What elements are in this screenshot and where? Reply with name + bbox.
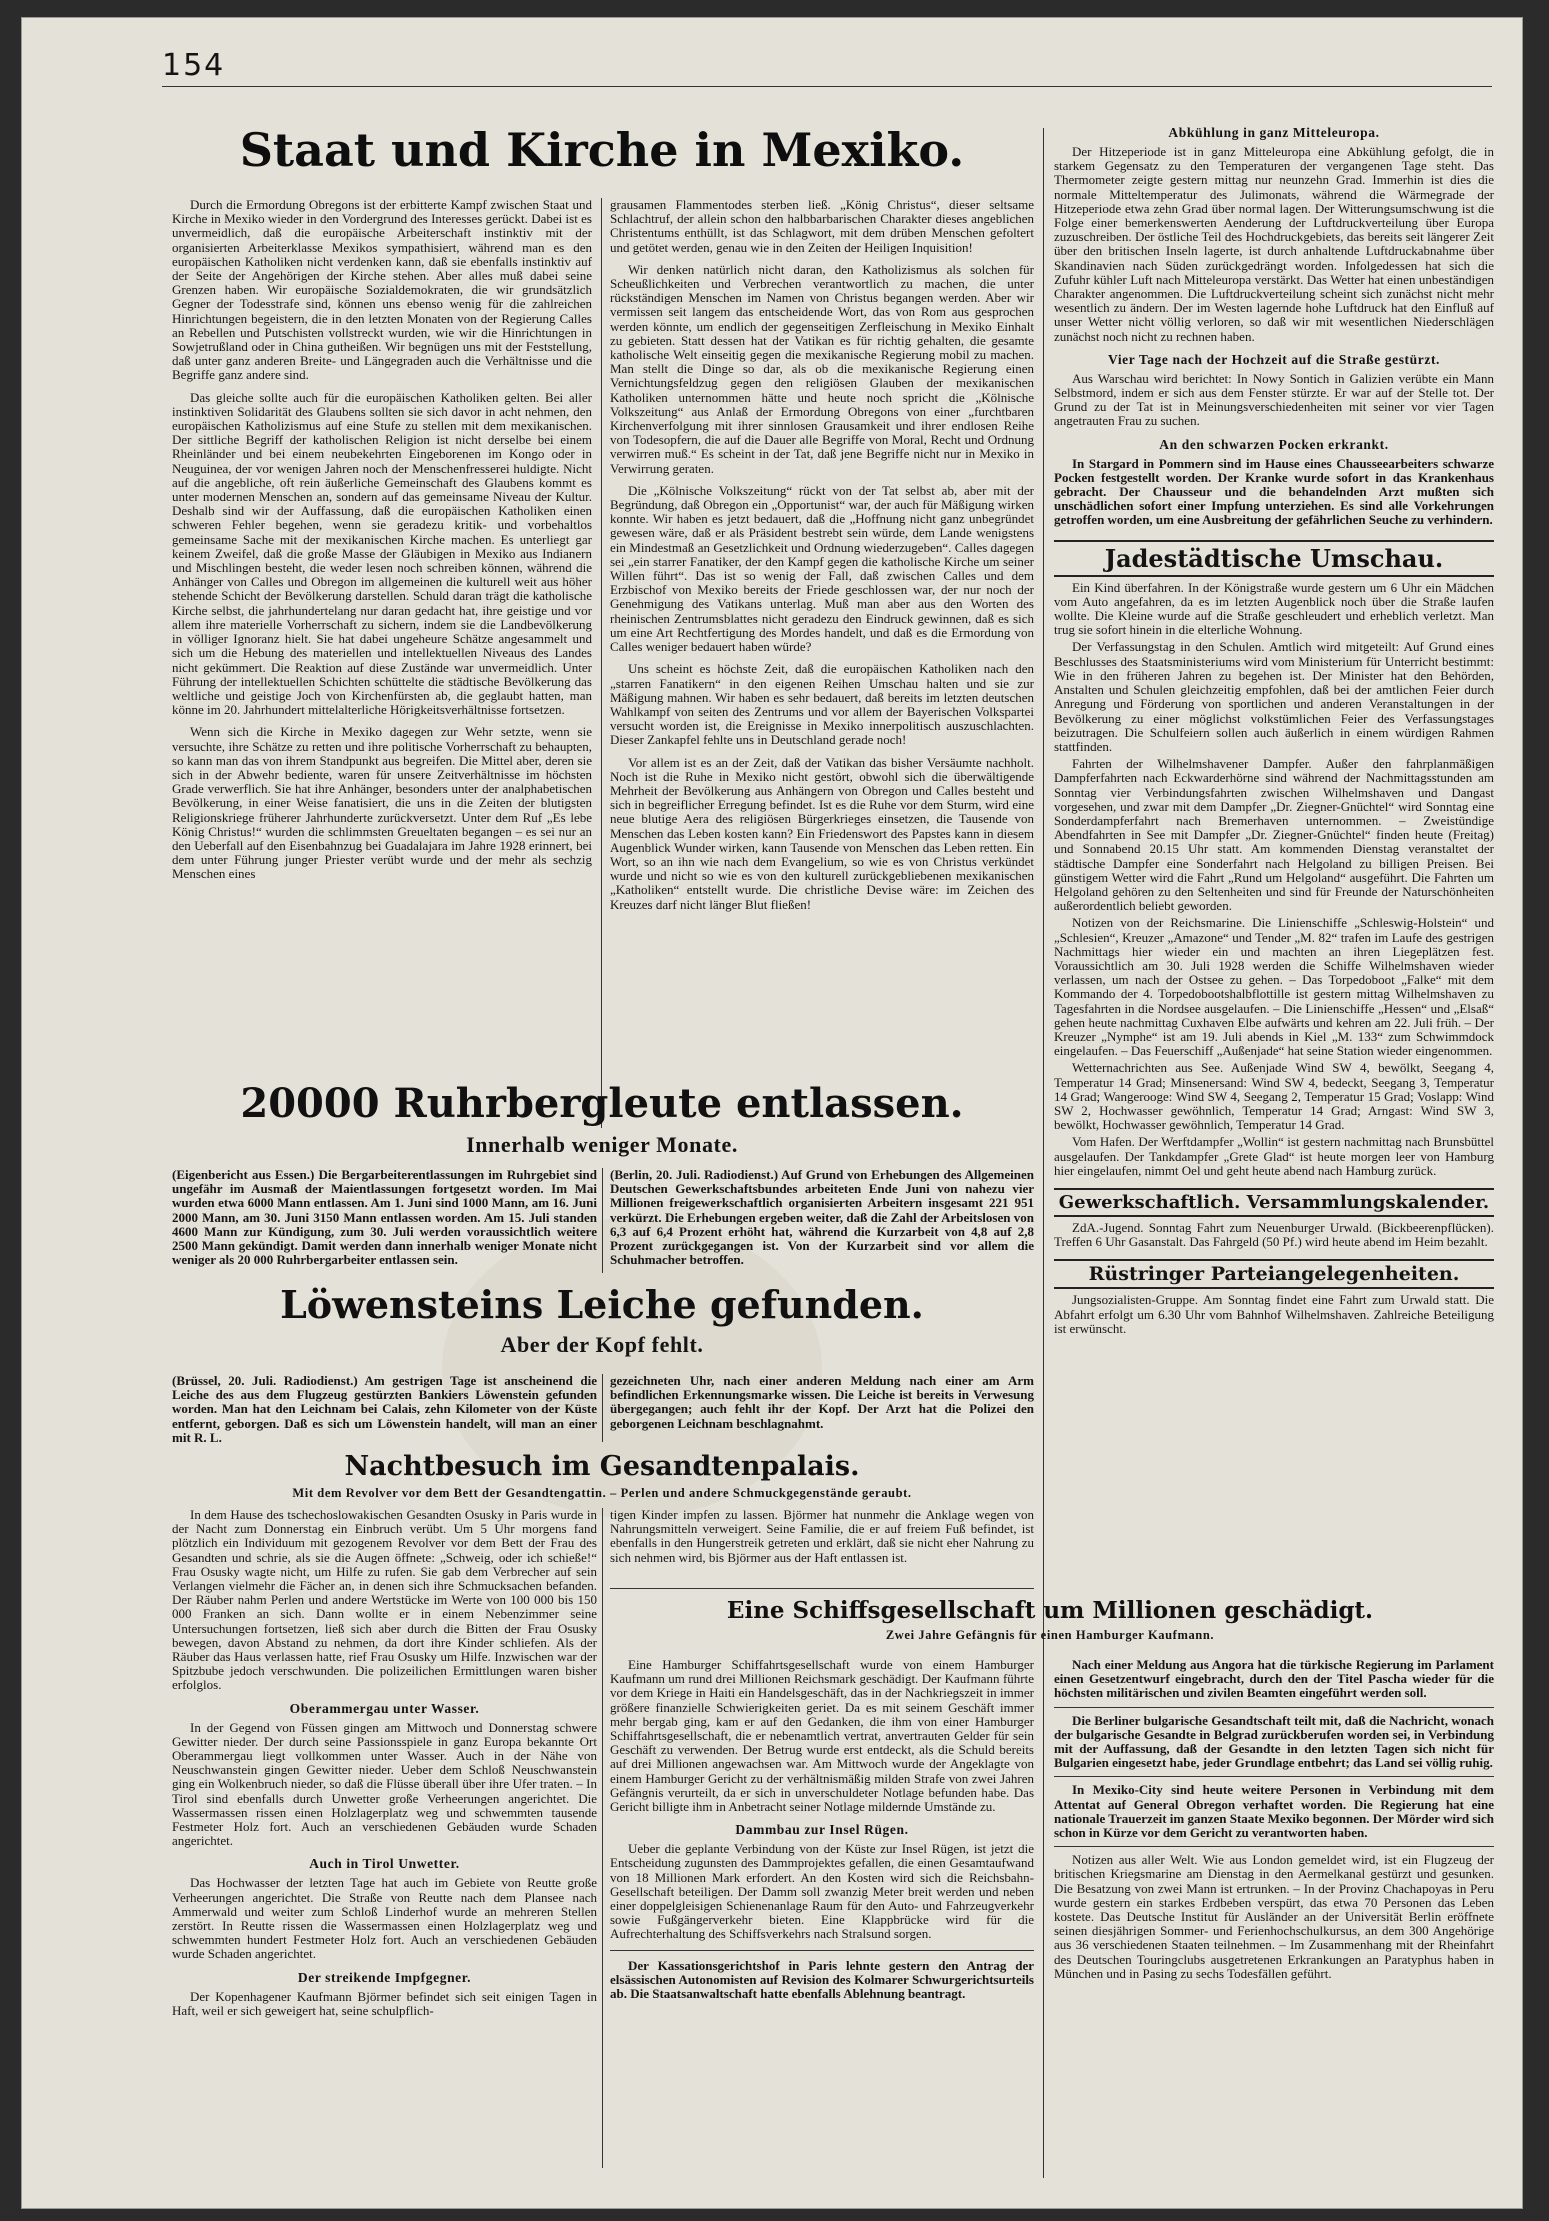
loewenstein-report-left: (Brüssel, 20. Juli. Radiodienst.) Am gestrigen Tage ist anscheinend die Leiche des aus dem Flugzeug gestürzten Bankiers Löwenstein gefunden worden. Man hat den Leichnam bei Calais, zehn Kilometer von der Küste entfernt, geborgen. Daß es sich um Löwenstein handelt, will man an einer mit R. L.: [172, 1374, 597, 1445]
loewenstein-subheadline: Aber der Kopf fehlt.: [500, 1332, 704, 1357]
nachtbesuch-headline-block: [172, 1450, 1032, 1504]
paragraph: In der Gegend von Füssen gingen am Mittwoch und Donnerstag schwere Gewitter nieder. Der durch seine Passionsspiele in ganz Europa bekannte Ort Oberammergau liegt vollkommen unter Wasser. Auch in der Nähe von Neuschwanstein gingen Gewitter nieder. Ueber dem Schloß Neuschwanstein ging ein Wolkenbruch nieder, so daß die Flüsse überall über ihre Ufer traten. – In Tirol sind ebenfalls durch Unwetter große Verheerungen angerichtet. Die Wassermassen rissen einen Holzlagerplatz weg und schwemmten tausende Festmeter Holz fort. Auch an verschiedenen Gebäuden wurde Schaden angerichtet.: [172, 1719, 597, 1849]
newspaper-page: [22, 18, 1522, 2208]
article-column-2: [610, 198, 1034, 1128]
umschau-item: Ein Kind überfahren. In der Königstraße wurde gestern um 6 Uhr ein Mädchen vom Auto angefahren, da es im letzten Augenblick noch über die Straße laufen wollte. Die Kleine wurde auf die Straße geschleudert und erheblich verletzt. Man trug sie sofort hinein in die elterliche Wohnung.: [1054, 579, 1494, 638]
divider: [610, 1588, 1034, 1589]
parteiangelegenheiten-heading: Rüstringer Parteiangelegenheiten.: [1054, 1259, 1494, 1289]
paragraph: Der Hitzeperiode ist in ganz Mitteleuropa eine Abkühlung gefolgt, die in starkem Gegensatz zu den Temperaturen der vergangenen Tage steht. Das Thermometer zeigte gestern mittag nur neunzehn Grad. Immerhin ist dies die normale Mitteltemperatur des Julimonats, während die Wärmegrade der Hitzeperiode etwa zehn Grad über normal lagen. Der Witterungsumschwung ist die Folge einer bemerkenswerten Aenderung der Luftdruckverteilung über Europa zuzuschreiben. Der östliche Teil des Hochdruckgebiets, das bereits seit längerer Zeit über den britischen Inseln lagerte, ist durch anhaltende Luftdruckabnahme über Skandinavien nach Süden zurückgedrängt worden. Infolgedessen hat sich die Zufuhr kühler Luft nach Mitteleuropa verstärkt. Das Wetter hat einen unbeständigen Charakter angenommen. Die Luftdruckverteilung scheint sich zunächst nicht mehr wesentlich zu ändern. Der im Westen lagernde hohe Luftdruck hat den Einfluß auf unser Wetter nicht völlig verloren, so daß wir mit wesentlichen Niederschlägen zunächst noch nicht zu rechnen haben.: [1054, 144, 1494, 344]
column-rule-right: [1043, 128, 1044, 1713]
section-heading: Der streikende Impfgegner.: [297, 1969, 472, 1985]
paragraph: Uns scheint es höchste Zeit, daß die europäischen Katholiken nach den „starren Fanatikern“ in den eigenen Reihen Umschau halten und sie zur Mäßigung mahnen. Wir haben es sehr bedauert, daß bereits im letzten deutschen Wahlkampf von seiten des Zentrums und vor allem der Bayerischen Volkspartei versucht worden ist, die Ereignisse in Mexiko innerpolitisch auszuschlachten. Dieser Zankapfel fehlte uns in Deutschland gerade noch!: [610, 661, 1034, 748]
column-rule: [602, 1168, 603, 1273]
umschau-item: Vom Hafen. Der Werftdampfer „Wollin“ ist gestern nachmittag nach Brunsbüttel ausgelaufen. Der Tankdampfer „Grete Glad“ ist heute morgen leer von Hamburg hier eingelaufen, nimmt Oel und geht heute abend nach Hamburg zurück.: [1054, 1134, 1494, 1178]
top-rule: [162, 86, 1492, 87]
schiff-column: [610, 1658, 1034, 2188]
paragraph: Der Kassationsgerichtshof in Paris lehnte gestern den Antrag der elsässischen Autonomisten auf Revision des Kolmarer Schwurgerichtsurteils ab. Die Staatsanwaltschaft hatte ebenfalls Ablehnung beantragt.: [610, 1957, 1034, 2002]
right-column: [1054, 123, 1494, 1663]
ruhr-subheadline: Innerhalb weniger Monate.: [466, 1132, 738, 1157]
paragraph: Das Hochwasser der letzten Tage hat auch im Gebiete von Reutte große Verheerungen angerichtet. Die Straße von Reutte nach dem Plansee nach Ammerwald und weiter zum Schloß Linderhof wurde an mehreren Stellen zerstört. In Reutte rissen die Wassermassen einen Holzlagerplatz weg und schwemmten hundert Festmeter Holz fort. Auch an verschiedenen Gebäuden wurde Schaden angerichtet.: [172, 1875, 597, 1962]
paragraph: Die „Kölnische Volkszeitung“ rückt von der Tat selbst ab, aber mit der Begründung, daß Obregon ein „Opportunist“ war, der auch für Mäßigung wirken konnte. Wir haben es jetzt bedauert, daß die „Hoffnung nicht ganz unbegründet gewesen wäre, daß er als Präsident bestrebt sein würde, dem Lande wenigstens ein Mindestmaß an Gesetzlichkeit und Ordnung wiederzugeben“. Calles dagegen sei „ein starrer Fanatiker, der den Kampf gegen die katholische Kirche um seiner Willen führt“. Das ist so wenig der Fall, daß zwischen Calles und dem Erzbischof von Mexiko bereits der Friede geschlossen war, der nur noch der Genehmigung des Vatikans unterlag. Muß man aber aus den Worten des rheinischen Zentrumsblattes nicht geradezu den Eindruck gewinnen, daß es sich um eine Art Rechtfertigung des Mordes handelt, und daß es die Ermordung von Calles weniger bedauert haben würde?: [610, 482, 1034, 655]
ruhr-report-right: (Berlin, 20. Juli. Radiodienst.) Auf Grund von Erhebungen des Allgemeinen Deutschen Gewerkschaftsbundes arbeiteten Ende Juni von nahezu vier Millionen freigewerkschaftlich organisierten Arbeitern insgesamt 221 951 verkürzt. Die Erhebungen ergeben weiter, daß die Zahl der Arbeitslosen von 6,3 auf 6,4 Prozent erhöht hat, während die Kurzarbeit von 4,8 auf 2,8 Prozent zurückgegangen ist. Von der Kurzarbeit sind vor allem die Schuhmacher betroffen.: [610, 1168, 1034, 1268]
ruhr-headline: 20000 Ruhrbergleute entlassen.: [240, 1080, 964, 1127]
umschau-item: Fahrten der Wilhelmshavener Dampfer. Außer den fahrplanmäßigen Dampferfahrten nach Eckwarderhörne sind während der Nachmittagsstunden am Sonntag vier Verbindungsfahrten zwischen Wilhelmshaven und Dangast vorgesehen, und zwar mit dem Dampfer „Dr. Ziegner-Gnüchtel“ wird Sonntag eine Sonderdampferfahrt nach Bremerhaven unternommen. – Zweistündige Abendfahrten in See mit Dampfer „Dr. Ziegner-Gnüchtel“ finden heute (Freitag) und Sonnabend 20.15 Uhr statt. Am kommenden Dienstag veranstaltet der städtische Dampfer eine Sonderfahrt nach Helgoland zu billigen Preisen. Bei günstigem Wetter wird die Fahrt „Rund um Helgoland“ ausgeführt. Die Fahrten um Helgoland gehören zu den Seltenheiten und sind für Freunde der Naturschönheiten außerordentlich beliebt geworden.: [1054, 756, 1494, 914]
section-heading: Vier Tage nach der Hochzeit auf die Straße gestürzt.: [1107, 351, 1441, 367]
section-heading: Oberammergau unter Wasser.: [289, 1700, 480, 1716]
paragraph: Die Berliner bulgarische Gesandtschaft teilt mit, daß die Nachricht, wonach der bulgarische Gesandte in Belgrad zurückberufen worden sei, in Verbindung mit der Auffassung, daß der Gesandte in den letzten Tagen sich nicht für Bulgarien eingesetzt habe, jeder Grundlage entbehrt; das Land sei völlig ruhig.: [1054, 1712, 1494, 1771]
schiff-headline: Eine Schiffsgesellschaft um Millionen geschädigt.: [726, 1597, 1374, 1624]
paragraph: Durch die Ermordung Obregons ist der erbitterte Kampf zwischen Staat und Kirche in Mexiko wieder in den Vordergrund des Interesses gerückt. Dabei ist es unvermeidlich, daß die europäische Arbeiterschaft instinktiv mit der organisierten Arbeiterklasse Mexikos sympathisiert, während man es den europäischen Katholiken nicht verdenken kann, daß sie ebenfalls instinktiv auf der Seite der Angehörigen der Kirche stehen. Aber alles muß dabei seine Grenzen haben. Wir europäische Sozialdemokraten, die wir grundsätzlich Gegner der Todesstrafe sind, können uns ebenso wenig für die zahlreichen Hinrichtungen begeistern, die in den letzten Monaten von der Regierung Calles an Rebellen und Putschisten vollstreckt wurden, wie wir die Hinrichtungen in Sowjetrußland oder in China gutheißen. Wir begnügen uns mit der Feststellung, daß unter ganz anderen Breite- und Längegraden auch die Verhältnisse und die Begriffe ganz andere sind.: [172, 198, 592, 383]
paragraph: Eine Hamburger Schiffahrtsgesellschaft wurde von einem Hamburger Kaufmann um rund drei Millionen Reichsmark geschädigt. Der Kaufmann führte vor dem Kriege in Haiti ein Handelsgeschäft, das in der Nachkriegszeit in immer größere finanzielle Schwierigkeiten geriet. Da es mit seinem Geschäft immer mehr bergab ging, kam er auf den Gedanken, die ihm von einer Hamburger Schiffahrtsgesellschaft, die er nebenamtlich vertrat, anvertrauten Gelder für sein Geschäft zu verwenden. Der Betrug wurde erst entdeckt, als die Schuld bereits auf drei Millionen angewachsen war. Am Mittwoch wurde der Angeklagte von einem Hamburger Gericht zu der verhältnismäßig milden Strafe von zwei Jahren Gefängnis verurteilt, da er sich in unverschuldeter Notlage befunden habe. Das Gericht billigte ihm in Anbetracht seiner Notlage mildernde Umstände zu.: [610, 1658, 1034, 1815]
ruhr-report-left: (Eigenbericht aus Essen.) Die Bergarbeiterentlassungen im Ruhrgebiet sind ungefähr im Ausmaß der Maientlassungen fortgesetzt worden. Im Mai wurden etwa 6000 Mann entlassen. Am 1. Juni sind 1000 Mann, am 16. Juni 2000 Mann, am 30. Juni 3150 Mann entlassen worden. Am 15. Juli standen 4600 Mann zur Kündigung, zum 30. Juli werden voraussichtlich weitere 2500 Mann gekündigt. Damit werden dann innerhalb weniger Monate nicht weniger als 20 000 Ruhrbergarbeiter entlassen sein.: [172, 1168, 597, 1268]
paragraph: In Stargard in Pommern sind im Hause eines Chausseearbeiters schwarze Pocken festgestellt worden. Der Kranke wurde sofort in das Krankenhaus gebracht. Der Chausseur und die behandelnden Arzt mußten sich unschädlichen sofort einer Impfung unterziehen. Es sind alle Vorkehrungen getroffen worden, um eine Ausbreitung der gefährlichen Seuche zu verhindern.: [1054, 455, 1494, 528]
umschau-item: Wetternachrichten aus See. Außenjade Wind SW 4, bewölkt, Seegang 4, Temperatur 14 Grad; Minsenersand: Wind SW 4, bedeckt, Seegang 3, Temperatur 14 Grad; Wangerooge: Wind SW 4, Seegang 2, Temperatur 15 Grad; Voslapp: Wind SW 2, Hochwasser gewöhnlich, Temperatur 14 Grad; Arngast: Wind SW 3, bewölkt, Hochwasser gewöhnlich, Temperatur 14 Grad.: [1054, 1060, 1494, 1133]
paragraph: In dem Hause des tschechoslowakischen Gesandten Osusky in Paris wurde in der Nacht zum Donnerstag ein Einbruch verübt. Um 5 Uhr morgens fand plötzlich ein Individuum mit gezogenem Revolver vor dem Bett der Frau des Gesandten und schrie, als sie die Augen öffnete: „Schweig, oder ich schieße!“ Frau Osusky wagte nicht, um Hilfe zu rufen. Sie gab dem Verbrecher auf sein Verlangen vielmehr die Fächer an, in denen sich ihre Schmucksachen befanden. Der Räuber nahm Perlen und andere Wertstücke im Werte von 100 000 bis 150 000 Franken an sich. Dann wollte er in einem Nebenzimmer seine Untersuchungen fortsetzen, ließ sich aber durch die Bitten der Frau Osusky bewegen, davon Abstand zu nehmen, da dort ihre Kinder schliefen. Als der Räuber das Haus verlassen hatte, rief Frau Osusky um Hilfe. Inzwischen war der Spitzbube jedoch verschwunden. Die polizeilichen Ermittlungen waren bisher erfolglos.: [172, 1508, 597, 1693]
column-rule: [1043, 1658, 1044, 2178]
ruhr-headline-block: [172, 1078, 1032, 1168]
umschau-heading: Jadestädtische Umschau.: [1054, 540, 1494, 577]
column-rule: [602, 1508, 603, 2168]
paragraph: Der Kopenhagener Kaufmann Björmer befindet sich seit einigen Tagen in Haft, weil er sich geweigert hat, seine schulpflich-: [172, 1988, 597, 2018]
umschau-item: Der Verfassungstag in den Schulen. Amtlich wird mitgeteilt: Auf Grund eines Beschlusses des Staatsministeriums wird vom Ministerium für Unterricht bestimmt: Wie in den früheren Jahren zu begehen ist. Der Minister hat den Behörden, Anstalten und Schulen gleichzeitig empfohlen, daß bei der amtlichen Feier durch Anregung und Förderung von sportlichen und anderen Veranstaltungen in der Bevölkerung zu einer möglichst volkstümlichen Feier des Verfassungstages beizutragen. Die Schulfeiern sollen auch äußerlich in einem würdigen Rahmen stattfinden.: [1054, 639, 1494, 754]
paragraph: Das gleiche sollte auch für die europäischen Katholiken gelten. Bei aller instinktiven Solidarität des Glaubens sollten sie sich davor in acht nehmen, den europäischen Katholizismus auf eine Stufe zu stellen mit dem mexikanischen. Der sittliche Begriff der katholischen Religion ist nicht derselbe bei einem Rheinländer und bei einem neubekehrten Eingeborenen im Kongo oder in Neuguinea, der vor wenigen Jahren noch der Menschenfresserei huldigte. Nicht auf die angebliche, oft rein äußerliche Gemeinschaft des Glaubens kommt es unter modernen Menschen an, sondern auf das gemeinsame Niveau der Kultur. Deshalb sind wir der Auffassung, daß die europäischen Katholiken einen schweren Fehler begehen, wenn sie geradezu kritik- und vorbehaltlos gemeinsame Sache mit der mexikanischen Kirche machen. Es unterliegt gar keinem Zweifel, daß die große Masse der Gläubigen in Mexiko aus Indianern und Mischlingen besteht, die weder lesen noch schreiben können, während die Anhänger von Calles und Obregon im allgemeinen die kulturell weit aus höher stehende Schicht der Bevölkerung darstellen. Schuld daran trägt die katholische Kirche selbst, die jahrhundertelang nur daran gedacht hat, ihre geistige und vor allem ihre materielle Vorherrschaft zu sichern, indem sie die Landbevölkerung in völliger Ignoranz hielt. Sie hat dabei ungeheure Schätze angesammelt und sich um die Hebung des materiellen und intellektuellen Niveaus des Landes nicht gekümmert. Die Reaktion auf diese Zustände war unvermeidlich. Unter Führung der intellektuellen Schichten schüttelte die städtische Bevölkerung das weltliche und geistige Joch von Kirchenfürsten ab, die geglaubt hatten, man könne im 20. Jahrhundert mittelalterliche Hörigkeitsverhältnisse fortsetzen.: [172, 389, 592, 718]
lower-left-column: [172, 1508, 597, 2188]
paragraph: In Mexiko-City sind heute weitere Personen in Verbindung mit dem Attentat auf General Obregon verhaftet worden. Die Regierung hat eine nationale Trauerzeit im ganzen Staate Mexiko begonnen. Der Mörder wird sich schon in Kürze vor dem Gericht zu verantworten haben.: [1054, 1782, 1494, 1841]
paragraph: Jungsozialisten-Gruppe. Am Sonntag findet eine Fahrt zum Urwald statt. Die Abfahrt erfolgt um 6.30 Uhr vom Bahnhof Wilhelmshaven. Zahlreiche Beteiligung ist erwünscht.: [1054, 1292, 1494, 1336]
section-heading: Dammbau zur Insel Rügen.: [735, 1822, 909, 1838]
umschau-item: Notizen von der Reichsmarine. Die Linienschiffe „Schleswig-Holstein“ und „Schlesien“, Kreuzer „Amazone“ und Tender „M. 82“ trafen im Laufe des gestrigen Nachmittags hier wieder ein und machten an ihren Liegeplätzen fest. Voraussichtlich am 30. Juli 1928 werden die Schiffe Wilhelmshaven wieder verlassen, um nach der Ostsee zu gehen. – Das Torpedoboot „Falke“ mit dem Kommando der 4. Torpedobootshalbflottille ist gestern mittag Wilhelmshaven zu Tagesfahrten in die Nordsee ausgelaufen. – Die Linienschiffe „Hessen“ und „Elsaß“ gehen heute nachmittag Cuxhaven Elbe aufwärts und kehren am 22. Juli früh. – Der Kreuzer „Nymphe“ ist am 19. Juli abends in Kiel „M. 133“ zum Schwimmdock eingelaufen. – Das Feuerschiff „Außenjade“ hat seine Station wieder eingenommen.: [1054, 915, 1494, 1059]
paragraph: Aus Warschau wird berichtet: In Nowy Sontich in Galizien verübte ein Mann Selbstmord, indem er sich aus dem Fenster stürzte. Er war auf der Stelle tot. Der Grund zu der Tat ist in Meinungsverschiedenheiten mit seiner vor vier Tagen angetrauten Frau zu suchen.: [1054, 370, 1494, 429]
main-headline: Staat und Kirche in Mexiko.: [239, 123, 965, 177]
paragraph: ZdA.-Jugend. Sonntag Fahrt zum Neuenburger Urwald. (Bickbeerenpflücken). Treffen 6 Uhr Gasanstalt. Das Fahrgeld (50 Pf.) wird heute abend im Heim bezahlt.: [1054, 1220, 1494, 1250]
right-lower-column: [1054, 1658, 1494, 2188]
schiff-subheadline: Zwei Jahre Gefängnis für einen Hamburger Kaufmann.: [885, 1628, 1215, 1642]
paragraph: Wir denken natürlich nicht daran, den Katholizismus als solchen für Scheußlichkeiten und Verbrechen verantwortlich zu machen, die unter rückständigen Menschen im Namen von Christus begangen werden. Aber wir vermissen seit langem das entscheidende Wort, das von Rom aus gesprochen werden könnte, um endlich der gegenseitigen Zerfleischung in Mexiko Einhalt zu gebieten. Statt dessen hat der Vatikan es für richtig gehalten, die gesamte katholische Welt einseitig gegen die mexikanische Regierung mobil zu machen. Man stellt die Dinge so dar, als ob die mexikanische Regierung einen Vernichtungsfeldzug gegen den religiösen Glauben der mexikanischen Katholiken unternommen hätte und heute noch spricht die „Kölnische Volkszeitung“ aus Anlaß der Ermordung Obregons von einer „furchtbaren Kirchenverfolgung mit ihrer sinnlosen Grausamkeit und ihrer endlosen Reihe von Todesopfern, die auf die Dauer alle Begriffe von Moral, Recht und Ordnung verwirren muß.“ Es scheint in der Tat, daß jene Begriffe nicht nur in Mexiko in Verwirrung geraten.: [610, 261, 1034, 476]
paragraph: grausamen Flammentodes sterben ließ. „König Christus“, dieser seltsame Schlachtruf, der allein schon den halbbarbarischen Charakter dieses angeblichen Christentums enthüllt, ist das Schlagwort, mit dem drüben Menschen gefoltert und getötet werden, genau wie in den Zeiten der Heiligen Inquisition!: [610, 198, 1034, 255]
paragraph: Nach einer Meldung aus Angora hat die türkische Regierung im Parlament einen Gesetzentwurf eingebracht, durch den der Titel Pascha wieder für die höchsten militärischen und zivilen Beamten eingeführt werden soll.: [1054, 1658, 1494, 1701]
section-heading: An den schwarzen Pocken erkrankt.: [1159, 436, 1389, 452]
section-heading: Auch in Tirol Unwetter.: [309, 1856, 460, 1872]
paragraph: Vor allem ist es an der Zeit, daß der Vatikan das bisher Versäumte nachholt. Noch ist die Ruhe in Mexiko nicht gestört, obwohl sich die überwältigende Mehrheit der Bevölkerung aus Anhängern von Obregon und Calles besteht und sich in begreiflicher Erregung befindet. Ist es die Ruhe vor dem Sturm, wird eine neue blutige Aera des religiösen Bürgerkrieges einsetzen, die Tausende von Menschen das Leben kosten kann? Ein Friedenswort des Papstes kann in diesem Augenblick Wunder wirken, kann Tausende von Menschen das Leben retten. Ein Wort, so an ihn wie nach dem Evangelium, so wie es von Christus verkündet wurde und nicht so wie es von den kulturell zurückgebliebenen mexikanischen „Katholiken“ entstellt wurde. Die christliche Devise wäre: im Zeichen des Kreuzes darf nicht länger Blut fließen!: [610, 754, 1034, 912]
paragraph: Wenn sich die Kirche in Mexiko dagegen zur Wehr setzte, wenn sie versuchte, ihre Schätze zu retten und ihre politische Vorherrschaft zu behaupten, so kann man das von ihrem Standpunkt aus begreifen. Die Mittel aber, deren sie sich in der Abwehr bediente, waren für unsere Zeitverhältnisse im höchsten Grade verwerflich. Sie hat ihre Anhänger, besonders unter der analphabetischen Bevölkerung, in einer Weise fanatisiert, die uns in die Zeiten der blutigsten Religionskriege früherer Jahrhunderte zurückversetzt. Unter dem Ruf „Es lebe König Christus!“ wurden die schlimmsten Greueltaten begangen – es sei nur an den Ueberfall auf den Eisenbahnzug bei Guadalajara im Jahre 1928 erinnert, bei dem unter Führung junger Priester verübt wurde und der mehr als sechzig Menschen eines: [172, 724, 592, 882]
nachtbesuch-headline: Nachtbesuch im Gesandtenpalais.: [344, 1451, 860, 1482]
section-heading: Abkühlung in ganz Mitteleuropa.: [1168, 125, 1380, 140]
loewenstein-headline: Löwensteins Leiche gefunden.: [280, 1282, 924, 1327]
nachtbesuch-subheadline: Mit dem Revolver vor dem Bett der Gesandtengattin. – Perlen und andere Schmuckgegenstände geraubt.: [292, 1486, 912, 1500]
paragraph: Ueber die geplante Verbindung von der Küste zur Insel Rügen, ist jetzt die Entscheidung zugunsten des Dammprojektes gefallen, die einen Gesamtaufwand von 18 Millionen Mark erfordert. An den Kosten wird sich die Reichsbahn-Gesellschaft beteiligen. Der Damm soll zwanzig Meter breit werden und neben einer doppelgleisigen Schienenanlage Raum für den Auto- und Fahrzeugverkehr sowie Fußgängerverkehr bieten. Eine Klappbrücke wird für die Aufrechterhaltung des Schiffsverkehrs nach Stralsund sorgen.: [610, 1841, 1034, 1942]
column-rule-main: [601, 198, 602, 1128]
loewenstein-headline-block: [172, 1280, 1032, 1372]
nachtbesuch-continuation: tigen Kinder impfen zu lassen. Björmer hat nunmehr die Anklage wegen von Nahrungsmitteln verweigert. Seine Familie, die er auf freiem Fuß befindet, ist ebenfalls in den Hungerstreik getreten und erklärt, daß sie nicht eher Nahrung zu sich nehmen wird, bis Björmer aus der Haft entlassen ist.: [610, 1508, 1034, 1565]
page-number: 154: [162, 48, 226, 83]
column-rule: [602, 1374, 603, 1442]
versammlungskalender-heading: Gewerkschaftlich. Versammlungskalender.: [1054, 1188, 1494, 1217]
loewenstein-report-right: gezeichneten Uhr, nach einer anderen Meldung nach einer am Arm befindlichen Erkennungsmarke wissen. Die Leiche ist bereits in Verwesung übergegangen; auch fehlt ihr der Kopf. Der Arzt hat die Polizei den geborgenen Leichnam beschlagnahmt.: [610, 1374, 1034, 1431]
paragraph: Notizen aus aller Welt. Wie aus London gemeldet wird, ist ein Flugzeug der britischen Kriegsmarine am Dienstag in den Aermelkanal gestürzt und gesunken. Die Besatzung von zwei Mann ist ertrunken. – In der Provinz Chachapoyas in Peru wurde gestern ein starkes Erdbeben verspürt, das etwa 70 Personen das Leben kostete. Das Deutsche Institut für Ausländer an der Universität Berlin eröffnete seinen diesjährigen Sommer- und Ferienhochschulkursus, an dem 300 Angehörige aus 36 verschiedenen Staaten teilnehmen. – Im Zusammenhang mit der Rheinfahrt des Deutschen Touringclubs ausgetretenen Erkrankungen an Paratyphus haben in München und in Pasing zu sechs Todesfällen geführt.: [1054, 1852, 1494, 1981]
article-column-1: [172, 198, 592, 1128]
